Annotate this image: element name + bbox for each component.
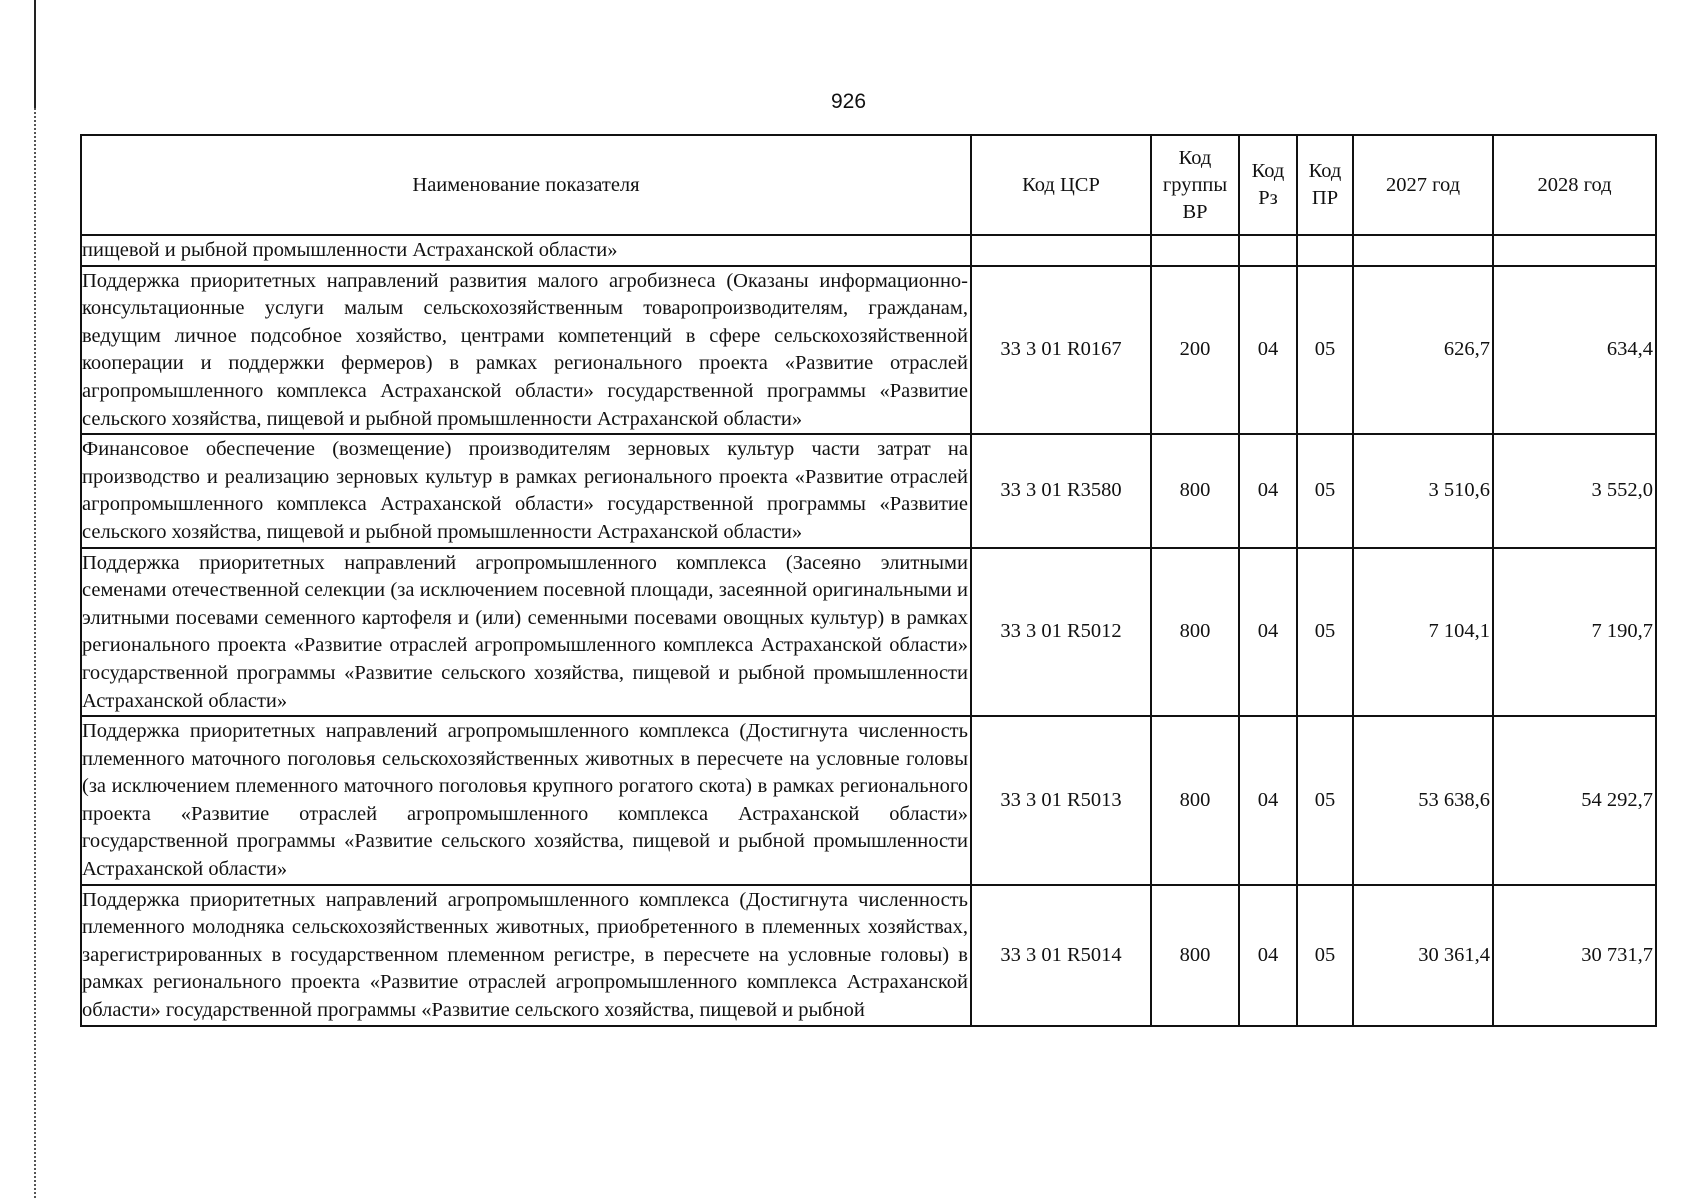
row-2027: 30 361,4 — [1353, 885, 1493, 1026]
row-vr: 800 — [1151, 434, 1239, 547]
row-2028: 3 552,0 — [1493, 434, 1656, 547]
table-row — [81, 235, 1656, 266]
row-csr: 33 3 01 R3580 — [971, 434, 1151, 547]
header-vr: Код группы ВР — [1151, 135, 1239, 235]
row-name: Поддержка приоритетных направлений агропромышленного комплекса (Достигнута численность племенного маточного поголовья сельскохозяйственных животных в пересчете на условные головы (за исключением племенного маточного поголовья крупного рогатого скота) в рамках регионального проекта «Развитие отраслей агропромышленного комплекса Астраханской области» государственной программы «Развитие сельского хозяйства, пищевой и рыбной промышленности Астраханской области» — [81, 716, 971, 885]
row-rz: 04 — [1239, 548, 1297, 717]
row-rz: 04 — [1239, 266, 1297, 435]
row-pr: 05 — [1297, 548, 1353, 717]
row-pr: 05 — [1297, 716, 1353, 885]
row-name: Поддержка приоритетных направлений агропромышленного комплекса (Достигнута численность племенного молодняка сельскохозяйственных животных, приобретенного в племенных хозяйствах, зарегистрированных в государственном племенном регистре, в пересчете на условные головы) в рамках регионального проекта «Развитие отраслей агропромышленного комплекса Астраханской области» государственной программы «Развитие сельского хозяйства, пищевой и рыбной — [81, 885, 971, 1026]
row-name: Поддержка приоритетных направлений агропромышленного комплекса (Засеяно элитными семенами отечественной селекции (за исключением посевной площади, засеянной оригинальными и элитными посевами семенного картофеля и (или) семенными посевами овощных культур) в рамках регионального проекта «Развитие отраслей агропромышленного комплекса Астраханской области» государственной программы «Развитие сельского хозяйства, пищевой и рыбной промышленности Астраханской области» — [81, 548, 971, 717]
row-2027: 53 638,6 — [1353, 716, 1493, 885]
row-pr — [1297, 235, 1353, 266]
row-csr: 33 3 01 R5012 — [971, 548, 1151, 717]
row-2028 — [1493, 235, 1656, 266]
row-vr: 800 — [1151, 716, 1239, 885]
row-rz — [1239, 235, 1297, 266]
row-2027 — [1353, 235, 1493, 266]
header-csr: Код ЦСР — [971, 135, 1151, 235]
row-2027: 7 104,1 — [1353, 548, 1493, 717]
row-2027: 626,7 — [1353, 266, 1493, 435]
table-row — [81, 434, 1656, 547]
row-rz: 04 — [1239, 434, 1297, 547]
row-csr — [971, 235, 1151, 266]
row-2027: 3 510,6 — [1353, 434, 1493, 547]
row-csr: 33 3 01 R5014 — [971, 885, 1151, 1026]
row-2028: 54 292,7 — [1493, 716, 1656, 885]
header-2027: 2027 год — [1353, 135, 1493, 235]
row-vr: 800 — [1151, 885, 1239, 1026]
page-number: 926 — [830, 90, 867, 113]
table-row — [81, 266, 1656, 435]
header-2028: 2028 год — [1493, 135, 1656, 235]
row-csr: 33 3 01 R0167 — [971, 266, 1151, 435]
row-pr: 05 — [1297, 885, 1353, 1026]
row-pr: 05 — [1297, 266, 1353, 435]
table-header-row — [81, 135, 1656, 235]
row-2028: 30 731,7 — [1493, 885, 1656, 1026]
row-name: Поддержка приоритетных направлений развития малого агробизнеса (Оказаны информационно-консультационные услуги малым сельскохозяйственным товаропроизводителям, гражданам, ведущим личное подсобное хозяйство, центрами компетенций в сфере сельскохозяйственной кооперации и поддержки фермеров) в рамках регионального проекта «Развитие отраслей агропромышленного комплекса Астраханской области» государственной программы «Развитие сельского хозяйства, пищевой и рыбной промышленности Астраханской области» — [81, 266, 971, 435]
row-2028: 7 190,7 — [1493, 548, 1656, 717]
row-rz: 04 — [1239, 885, 1297, 1026]
table-row — [81, 885, 1656, 1026]
row-name: Финансовое обеспечение (возмещение) производителям зерновых культур части затрат на производство и реализацию зерновых культур в рамках регионального проекта «Развитие отраслей агропромышленного комплекса Астраханской области» государственной программы «Развитие сельского хозяйства, пищевой и рыбной промышленности Астраханской области» — [81, 434, 971, 547]
row-vr: 800 — [1151, 548, 1239, 717]
row-vr — [1151, 235, 1239, 266]
header-pr: Код ПР — [1297, 135, 1353, 235]
header-name: Наименование показателя — [81, 135, 971, 235]
table-row — [81, 716, 1656, 885]
row-2028: 634,4 — [1493, 266, 1656, 435]
scan-margin-dotted-line — [34, 108, 36, 1198]
row-csr: 33 3 01 R5013 — [971, 716, 1151, 885]
row-name: пищевой и рыбной промышленности Астраханской области» — [81, 235, 971, 266]
row-vr: 200 — [1151, 266, 1239, 435]
budget-table — [80, 134, 1657, 1027]
header-rz: Код Рз — [1239, 135, 1297, 235]
row-pr: 05 — [1297, 434, 1353, 547]
row-rz: 04 — [1239, 716, 1297, 885]
table-row — [81, 548, 1656, 717]
